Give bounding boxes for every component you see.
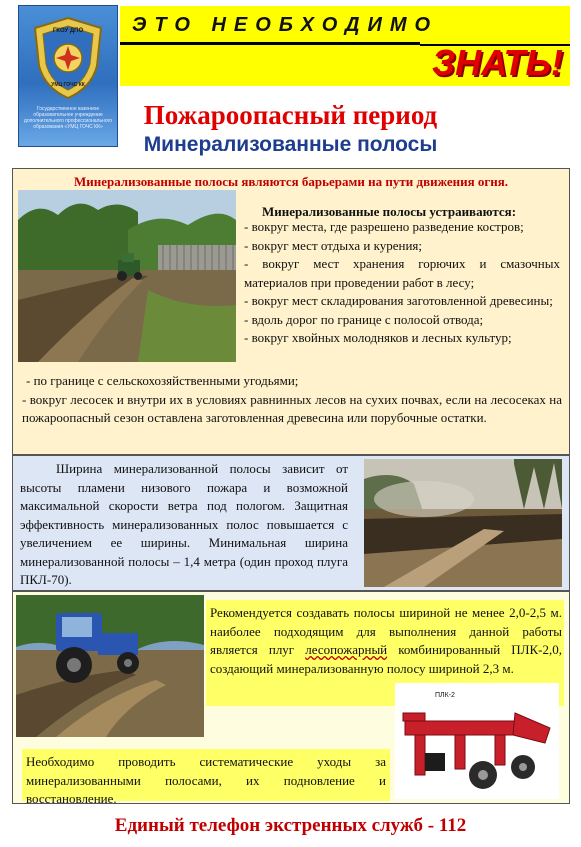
- panel1-heading: Минерализованные полосы являются барьерами на пути движения огня.: [73, 174, 509, 189]
- list-item: - вокруг мест отдыха и курения;: [244, 237, 423, 253]
- emblem-bottom-text: УМЦ ГОЧС КК: [51, 82, 85, 88]
- plow-machine-photo: [395, 683, 559, 799]
- list-item: - вокруг хвойных молодняков и лесных культур;: [244, 330, 512, 345]
- list-item: - вдоль дорог по границе с полосой отвода;: [244, 311, 484, 327]
- emergency-phone: Единый телефон экстренных служб - 112: [114, 815, 467, 836]
- list-item: - вокруг места, где разрешено разведение костров;: [244, 219, 524, 234]
- width-paragraph: Ширина минерализованной полосы зависит от высоты пламени низового пожара и возможной максимальной скорости ветра под пологом. Защитная эффективность минерализованных полос повышается с увеличением ее ширины. Минимальная ширина минерализованной полосы – 1,4 метра (один проход плуга ПКЛ-70).: [20, 461, 348, 587]
- banner-divider: [120, 42, 420, 45]
- list-item: - вокруг лесосек и внутри их в условиях равнинных лесов на сухих почвах, если на лесосеках на пожароопасный сезон оставлена заготовленная древесина или порубочные остатки.: [22, 391, 562, 425]
- emblem-top-text: ГКОУ ДПО: [52, 28, 84, 34]
- recommendation-part2: комбинированный ПЛК-2,0, создающий минерализованную полосу шириной 2,3 м.: [210, 642, 562, 676]
- emblem-shield-icon: [31, 16, 105, 100]
- list-item: - по границе с сельскохозяйственными угодьями;: [26, 373, 299, 388]
- maintenance-text: Необходимо проводить систематические уходы за минерализованными полосами, их подновление и восстановление.: [26, 754, 386, 806]
- list-full: [22, 372, 562, 428]
- plow-label: ПЛК-2: [435, 692, 455, 699]
- width-text: [20, 460, 348, 590]
- tractor-photo: [18, 190, 236, 362]
- burnt-field-photo: [364, 459, 562, 587]
- page-subtitle: Минерализованные полосы: [143, 133, 438, 156]
- slogan-line1: ЭТО НЕОБХОДИМО: [132, 14, 439, 36]
- list-item: - вокруг мест складирования заготовленной древесины;: [244, 293, 553, 308]
- slogan-line2: ЗНАТЬ!: [432, 42, 563, 83]
- list-item: - вокруг мест хранения горючих и смазочных материалов при проведении работ в лесу;: [244, 256, 560, 290]
- page-title: Пожароопасный период: [143, 100, 438, 130]
- recommendation-part1: Рекомендуется создавать полосы шириной не менее 2,0-2,5 м. наиболее подходящим для выполнения данной работы является плуг: [210, 605, 562, 657]
- recommendation-text: [210, 604, 562, 678]
- list-title: Минерализованные полосы устраиваются:: [262, 204, 517, 219]
- tractor-plowing-photo: [16, 595, 204, 737]
- recommendation-underlined: лесопожарный: [305, 642, 388, 657]
- list-right: [244, 218, 560, 348]
- emblem-caption: Государственное казенное образовательное учреждение дополнительного профессионального образования «УМЦ ГОЧС КК»: [23, 106, 113, 130]
